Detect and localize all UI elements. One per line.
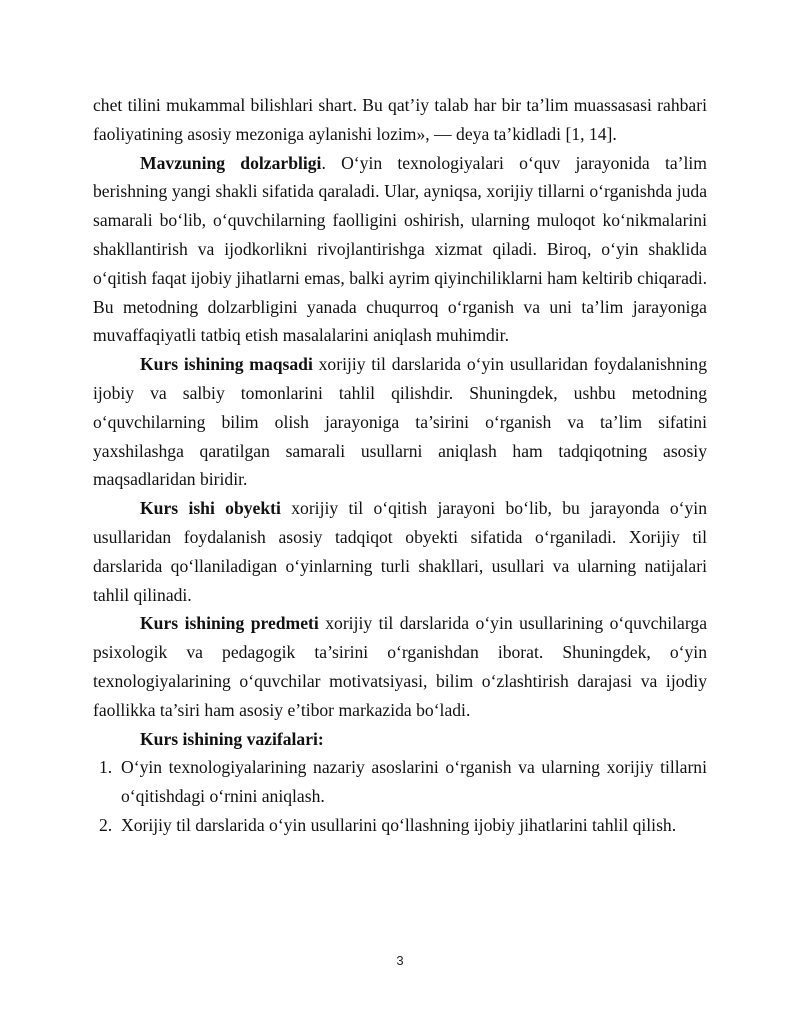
paragraph-goal — [93, 350, 707, 494]
tasks-list — [93, 753, 707, 839]
paragraph-relevance-text: . O‘yin texnologiyalari o‘quv jarayonida ta’lim berishning yangi shakli sifatida qaraladi. Ular, ayniqsa, xorijiy tillarni o‘rganishda juda samarali bo‘lib, o‘quvchilarning faolligini oshirish, ularning muloqot ko‘nikmalarini shakllantirish va ijodkorlikni rivojlantirishga xizmat qiladi. Biroq, o‘yin shaklida o‘qitish faqat ijobiy jihatlarni emas, balki ayrim qiyinchiliklarni ham keltirib chiqaradi. Bu metodning dolzarbligini yanada chuqurroq o‘rganish va uni ta’lim jarayoniga muvaffaqiyatli tatbiq etish masalalarini aniqlash muhimdir. — [93, 152, 707, 346]
paragraph-object — [93, 494, 707, 609]
list-item — [93, 753, 707, 811]
term-goal: Kurs ishining maqsadi — [140, 354, 313, 375]
list-item-number: 1. — [99, 757, 113, 778]
paragraph-object-text: xorijiy til o‘qitish jarayoni bo‘lib, bu jarayonda o‘yin usullaridan foydalanish asosiy tadqiqot obyekti sifatida o‘rganiladi. Xorijiy til darslarida qo‘llaniladigan o‘yinlarning turli shakllari, usullari va ularning natijalari tahlil qilinadi. — [93, 498, 707, 605]
paragraph-goal-text: xorijiy til darslarida o‘yin usullaridan foydalanishning ijobiy va salbiy tomonlarini tahlil qilishdir. Shuningdek, ushbu metodning o‘quvchilarning bilim olish jarayoniga ta’sirini o‘rganish va ta’lim sifatini yaxshilashga qaratilgan samarali usullarni aniqlash ham tadqiqotning asosiy maqsadlaridan biridir. — [93, 354, 707, 490]
list-item-text: O‘yin texnologiyalarining nazariy asoslarini o‘rganish va ularning xorijiy tillarni o‘qitishdagi o‘rnini aniqlash. — [121, 757, 707, 807]
document-page — [93, 91, 707, 840]
list-item — [93, 811, 707, 840]
list-item-number: 2. — [99, 814, 113, 835]
term-relevance: Mavzuning dolzarbligi — [140, 152, 322, 173]
paragraph-relevance — [93, 149, 707, 351]
page-number: 3 — [396, 953, 404, 968]
paragraph-continuation: chet tilini mukammal bilishlari shart. Bu qat’iy talab har bir ta’lim muassasasi rahbari faoliyatining asosiy mezoniga aylanishi lozim», — deya ta’kidladi [1, 14]. — [93, 95, 707, 144]
paragraph-subject-text: xorijiy til darslarida o‘yin usullarining o‘quvchilarga psixologik va pedagogik ta’sirini o‘rganishdan iborat. Shuningdek, o‘yin texnologiyalarining o‘quvchilar motivatsiyasi, bilim o‘zlashtirish darajasi va ijodiy faollikka ta’siri ham asosiy e’tibor markazida bo‘ladi. — [93, 613, 708, 720]
paragraph-subject — [93, 609, 707, 724]
list-item-text: Xorijiy til darslarida o‘yin usullarini qo‘llashning ijobiy jihatlarini tahlil qilish. — [121, 814, 677, 835]
term-object: Kurs ishi obyekti — [140, 498, 281, 519]
tasks-heading: Kurs ishining vazifalari: — [140, 728, 324, 749]
term-subject: Kurs ishining predmeti — [140, 613, 319, 634]
